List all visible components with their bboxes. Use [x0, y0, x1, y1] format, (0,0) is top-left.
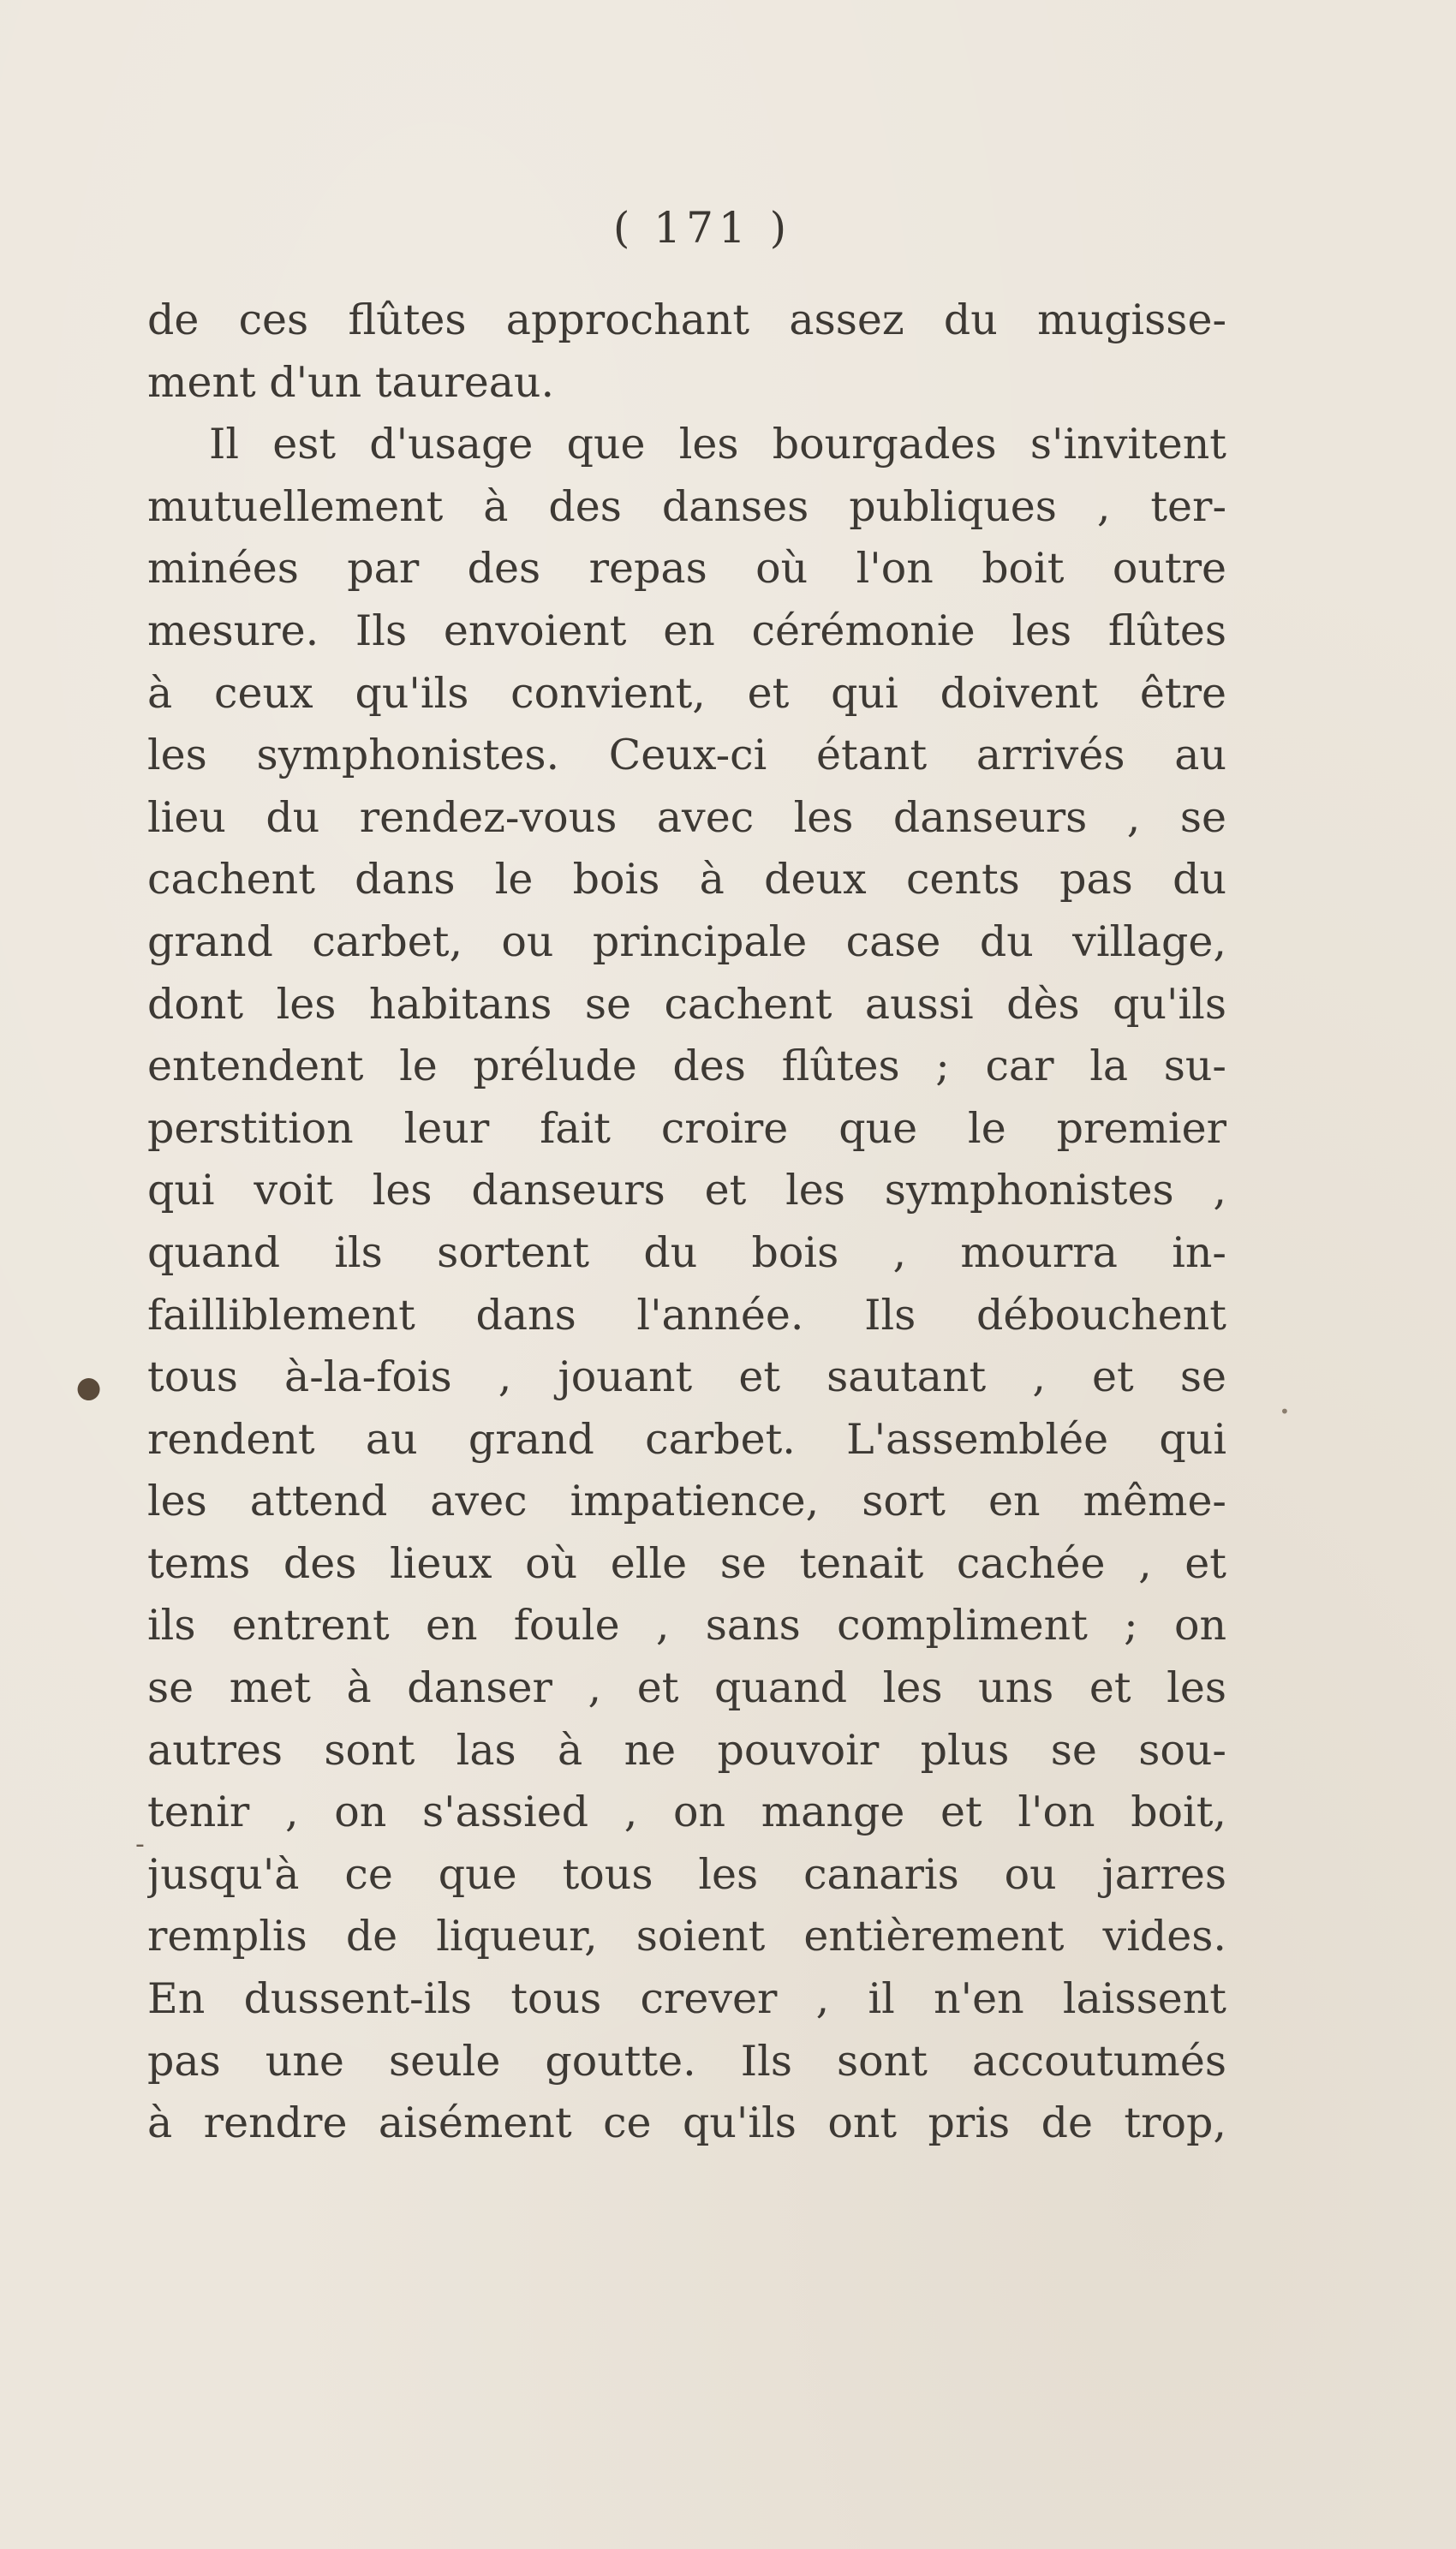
text-line: tenir , on s'assied , on mange et l'on boit, [147, 1788, 1226, 1837]
text-line: entendent le prélude des flûtes ; car la su- [147, 1042, 1226, 1091]
text-line: autres sont las à ne pouvoir plus se sou- [147, 1725, 1226, 1775]
ink-speck-mark: • [1280, 1401, 1290, 1422]
text-line: En dussent-ils tous crever , il n'en laissent [147, 1974, 1226, 2024]
text-line: lieu du rendez-vous avec les danseurs , se [147, 792, 1226, 842]
text-line: jusqu'à ce que tous les canaris ou jarres [147, 1849, 1226, 1899]
text-line: tems des lieux où elle se tenait cachée , et [147, 1538, 1226, 1588]
text-line: mesure. Ils envoient en cérémonie les flûtes [147, 606, 1226, 655]
text-line: failliblement dans l'année. Ils débouchent [147, 1290, 1226, 1340]
text-line: cachent dans le bois à deux cents pas du [147, 855, 1226, 904]
text-line: à ceux qu'ils convient, et qui doivent être [147, 668, 1226, 718]
ink-dash-mark: - [135, 1830, 145, 1860]
text-line: grand carbet, ou principale case du village, [147, 916, 1226, 966]
text-line: quand ils sortent du bois , mourra in- [147, 1227, 1226, 1277]
text-line: les symphonistes. Ceux-ci étant arrivés au [147, 731, 1226, 780]
text-line: minées par des repas où l'on boit outre [147, 544, 1226, 594]
text-line: remplis de liqueur, soient entièrement vides. [147, 1912, 1226, 1961]
text-line: se met à danser , et quand les uns et les [147, 1663, 1226, 1713]
text-line: rendent au grand carbet. L'assemblée qui [147, 1414, 1226, 1464]
text-line: mutuellement à des danses publiques , ter- [147, 481, 1226, 531]
text-line: les attend avec impatience, sort en même- [147, 1477, 1226, 1526]
text-line: de ces flûtes approchant assez du mugisse- [147, 295, 1226, 344]
text-line: dont les habitans se cachent aussi dès qu'ils [147, 979, 1226, 1029]
page-number: ( 171 ) [612, 203, 792, 253]
ink-blot-mark: ● [70, 1367, 106, 1408]
text-line: qui voit les danseurs et les symphonistes , [147, 1166, 1226, 1215]
text-line: perstition leur fait croire que le premier [147, 1103, 1226, 1153]
text-line: ment d'un taureau. [147, 357, 555, 407]
text-line: pas une seule goutte. Ils sont accoutumés [147, 2036, 1226, 2086]
text-line: à rendre aisément ce qu'ils ont pris de trop, [147, 2098, 1226, 2148]
text-line: Il est d'usage que les bourgades s'invitent [209, 420, 1226, 469]
text-line: tous à-la-fois , jouant et sautant , et se [147, 1352, 1226, 1402]
body-text [147, 290, 1226, 2155]
text-line: ils entrent en foule , sans compliment ; on [147, 1601, 1226, 1651]
